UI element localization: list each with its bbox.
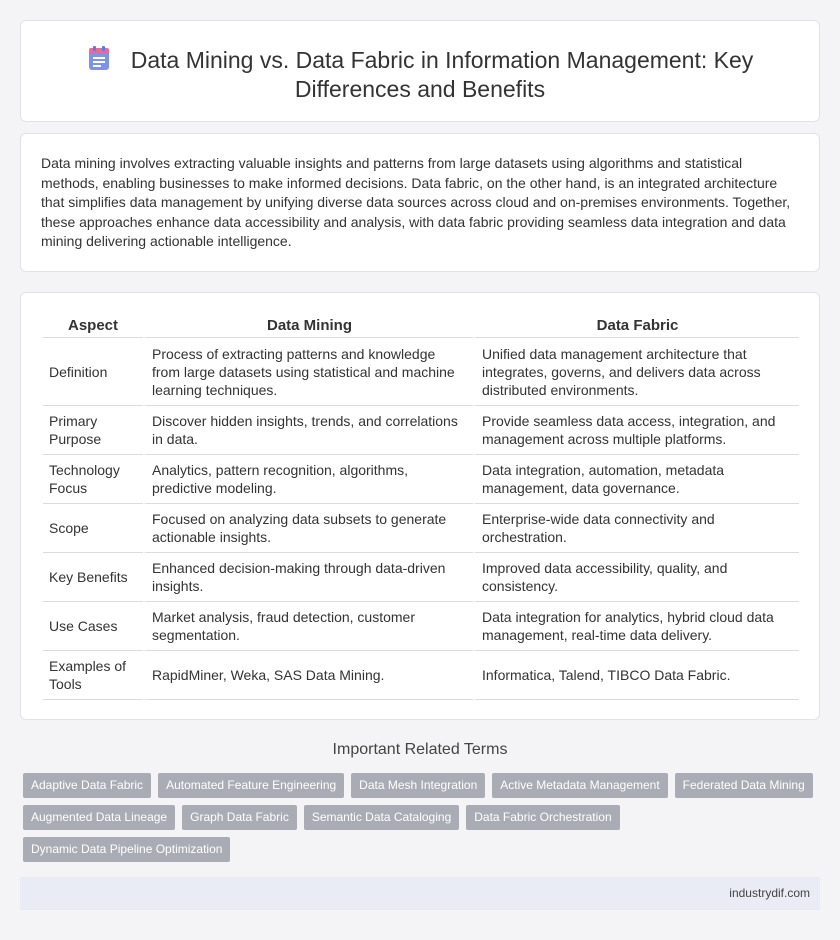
tag-automated-feature-engineering[interactable]: Automated Feature Engineering: [158, 773, 344, 798]
related-terms-heading: Important Related Terms: [332, 741, 508, 758]
table-header-row: [43, 311, 799, 338]
footer-site-link[interactable]: industrydif.com: [729, 886, 810, 900]
comparison-table: [43, 311, 799, 700]
row-data-fabric: Enterprise-wide data connectivity and orchestration.: [473, 504, 799, 553]
row-data-mining: Market analysis, fraud detection, customer segmentation.: [143, 602, 473, 651]
tag-adaptive-data-fabric[interactable]: Adaptive Data Fabric: [23, 773, 151, 798]
row-aspect: Key Benefits: [43, 553, 143, 602]
intro-text: Data mining involves extracting valuable insights and patterns from large datasets using algorithms and statistical methods, enabling businesses to make informed decisions. Data fabric, on the other hand, is an integrated architecture that simplifies data management by unifying diverse data sources across cloud and on-premises environments. Together, these approaches enhance data accessibility and analysis, with data fabric providing seamless data integration and data mining delivering actionable intelligence.: [41, 155, 791, 250]
header-data-fabric: Data Fabric: [473, 311, 799, 338]
table-row: [43, 602, 799, 651]
tag-data-mesh-integration[interactable]: Data Mesh Integration: [351, 773, 485, 798]
row-data-mining: Process of extracting patterns and knowledge from large datasets using statistical and machine learning techniques.: [143, 338, 473, 406]
table-row: [43, 504, 799, 553]
tag-data-fabric-orchestration[interactable]: Data Fabric Orchestration: [466, 805, 619, 830]
tag-federated-data-mining[interactable]: Federated Data Mining: [675, 773, 813, 798]
tag-semantic-data-cataloging[interactable]: Semantic Data Cataloging: [304, 805, 459, 830]
related-terms-tags: [23, 773, 823, 862]
title-line-1: Data Mining vs. Data Fabric in Information Management: Key: [130, 47, 754, 73]
table-row: [43, 455, 799, 504]
row-data-mining: Enhanced decision-making through data-driven insights.: [143, 553, 473, 602]
row-data-mining: Focused on analyzing data subsets to generate actionable insights.: [143, 504, 473, 553]
row-data-mining: Analytics, pattern recognition, algorithms, predictive modeling.: [143, 455, 473, 504]
tag-graph-data-fabric[interactable]: Graph Data Fabric: [182, 805, 297, 830]
intro-card: [20, 133, 820, 272]
tag-dynamic-data-pipeline-optimization[interactable]: Dynamic Data Pipeline Optimization: [23, 837, 230, 862]
row-data-fabric: Informatica, Talend, TIBCO Data Fabric.: [473, 651, 799, 700]
row-data-fabric: Provide seamless data access, integration, and management across multiple platforms.: [473, 406, 799, 455]
table-row: [43, 553, 799, 602]
row-aspect: Scope: [43, 504, 143, 553]
table-row: [43, 651, 799, 700]
tag-augmented-data-lineage[interactable]: Augmented Data Lineage: [23, 805, 175, 830]
header-aspect: Aspect: [43, 311, 143, 338]
table-row: [43, 338, 799, 406]
row-data-fabric: Improved data accessibility, quality, and consistency.: [473, 553, 799, 602]
title-line-2: Differences and Benefits: [294, 76, 546, 102]
row-aspect: Use Cases: [43, 602, 143, 651]
row-data-mining: Discover hidden insights, trends, and correlations in data.: [143, 406, 473, 455]
row-data-fabric: Data integration for analytics, hybrid cloud data management, real-time data delivery.: [473, 602, 799, 651]
comparison-card: [20, 292, 820, 720]
row-aspect: Technology Focus: [43, 455, 143, 504]
tag-active-metadata-management[interactable]: Active Metadata Management: [492, 773, 667, 798]
row-aspect: Primary Purpose: [43, 406, 143, 455]
footer: [20, 877, 820, 910]
header-data-mining: Data Mining: [143, 311, 473, 338]
page-title: [21, 45, 819, 104]
document-icon: [87, 45, 111, 71]
row-aspect: Examples of Tools: [43, 651, 143, 700]
row-aspect: Definition: [43, 338, 143, 406]
row-data-fabric: Unified data management architecture that integrates, governs, and delivers data across distributed environments.: [473, 338, 799, 406]
table-row: [43, 406, 799, 455]
row-data-fabric: Data integration, automation, metadata management, data governance.: [473, 455, 799, 504]
row-data-mining: RapidMiner, Weka, SAS Data Mining.: [143, 651, 473, 700]
title-card: [20, 20, 820, 122]
